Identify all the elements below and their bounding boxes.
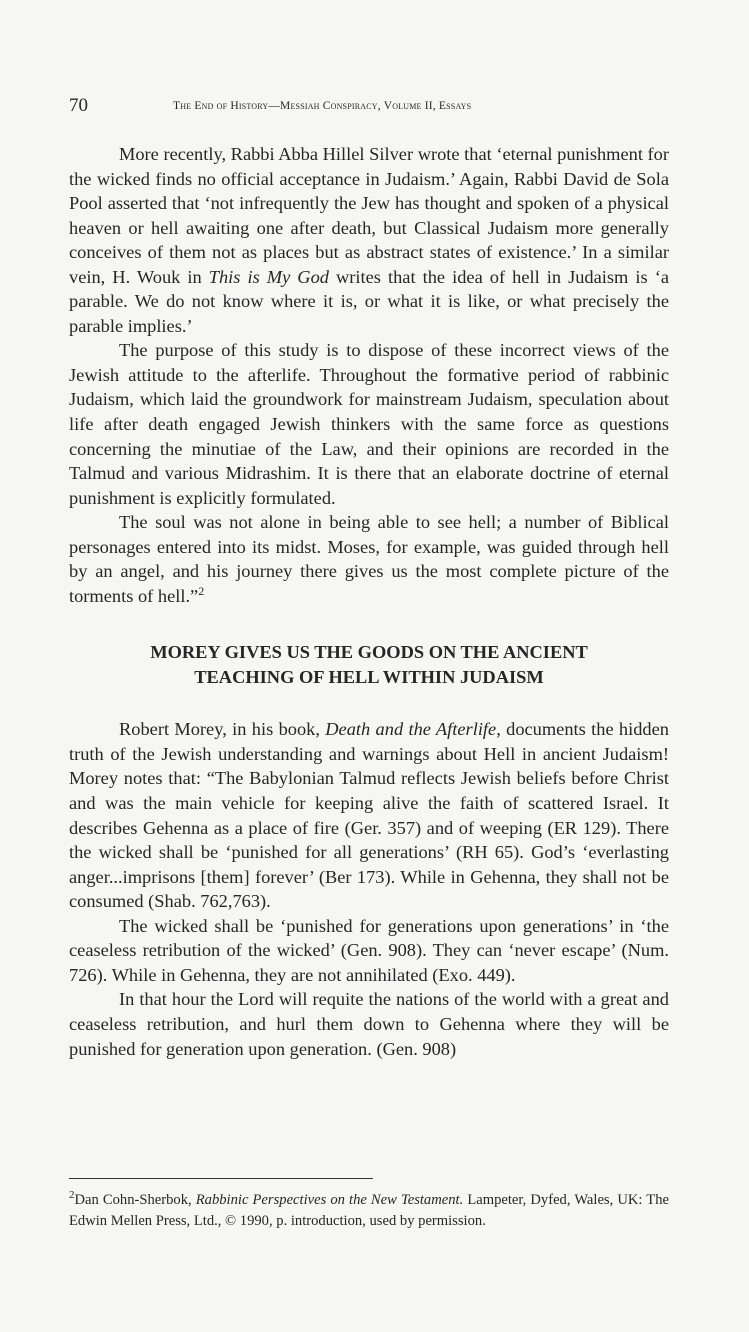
paragraph <box>69 510 669 608</box>
section-heading-line: MOREY GIVES US THE GOODS ON THE ANCIENT <box>150 642 588 663</box>
paragraph-text: Robert Morey, in his book, <box>119 719 326 740</box>
section-heading-line: TEACHING OF HELL WITHIN JUDAISM <box>194 666 544 687</box>
footnote-number: 2 <box>69 1189 75 1201</box>
page-number: 70 <box>69 95 88 116</box>
footnote-book-title: Rabbinic Perspectives on the New Testament. <box>195 1192 464 1208</box>
paragraph-text: More recently, Rabbi Abba Hillel Silver wrote that ‘eternal punishment for the wicked finds no official acceptance in Judaism.’ Again, Rabbi David de Sola Pool asserted that ‘not infrequently the Jew has thought and spoken of a physical heaven or hell awaiting one after death, but Classical Judaism more generally conceives of them not as places but as abstract states of existence.’ In a similar vein, H. Wouk in <box>69 144 669 287</box>
paragraph-text: , documents the hidden truth of the Jewish understanding and warnings about Hell in ancient Judaism! Morey notes that: “The Babylonian Talmud reflects Jewish beliefs before Christ and was the main vehicle for keeping alive the faith of scattered Israel. It describes Gehenna as a place of fire (Ger. 357) and of weeping (ER 129). There the wicked shall be ‘punished for all generations’ (RH 65). God’s ‘everlasting anger...imprisons [them] forever’ (Ber 173). While in Gehenna, they shall not be consumed (Shab. 762,763). <box>69 719 669 912</box>
paragraph <box>69 717 669 913</box>
book-title: This is My God <box>208 266 329 287</box>
body-text <box>69 142 669 1061</box>
footnote-citation: Lampeter, Dyfed, Wales, UK: The Edwin Mellen Press, Ltd., © 1990, p. introduction, used by permission. <box>69 1192 669 1229</box>
paragraph-text: The soul was not alone in being able to see hell; a number of Biblical personages entered into its midst. Moses, for example, was guided through hell by an angel, and his journey there gives us the most complete picture of the torments of hell.” <box>69 512 669 606</box>
paragraph <box>69 142 669 338</box>
paragraph-text: writes that the idea of hell in Judaism is ‘a parable. We do not know where it is, or what it is like, or what precisely the parable implies.’ <box>69 266 669 336</box>
paragraph: In that hour the Lord will requite the nations of the world with a great and ceaseless retribution, and hurl them down to Gehenna where they will be punished for generation upon generation. (Gen. 908) <box>69 989 669 1059</box>
section-heading <box>69 640 669 689</box>
footnote-divider <box>69 1178 373 1179</box>
running-title: The End of History—Messiah Conspiracy, Volume II, Essays <box>173 100 472 112</box>
footnote-reference: 2 <box>198 583 205 598</box>
paragraph: The wicked shall be ‘punished for generations upon generations’ in ‘the ceaseless retribution of the wicked’ (Gen. 908). They can ‘never escape’ (Num. 726). While in Gehenna, they are not annihilated (Exo. 449). <box>69 915 669 985</box>
footnote <box>69 1190 669 1232</box>
footnote-author: Dan Cohn-Sherbok, <box>74 1192 196 1208</box>
paragraph: The purpose of this study is to dispose of these incorrect views of the Jewish attitude to the afterlife. Throughout the formative period of rabbinic Judaism, which laid the groundwork for mainstream Judaism, speculation about life after death engaged Jewish thinkers with the same force as questions concerning the minutiae of the Law, and their opinions are recorded in the Talmud and various Midrashim. It is there that an elaborate doctrine of eternal punishment is explicitly formulated. <box>69 340 669 508</box>
book-title: Death and the Afterlife <box>325 719 497 740</box>
running-head <box>69 95 669 117</box>
